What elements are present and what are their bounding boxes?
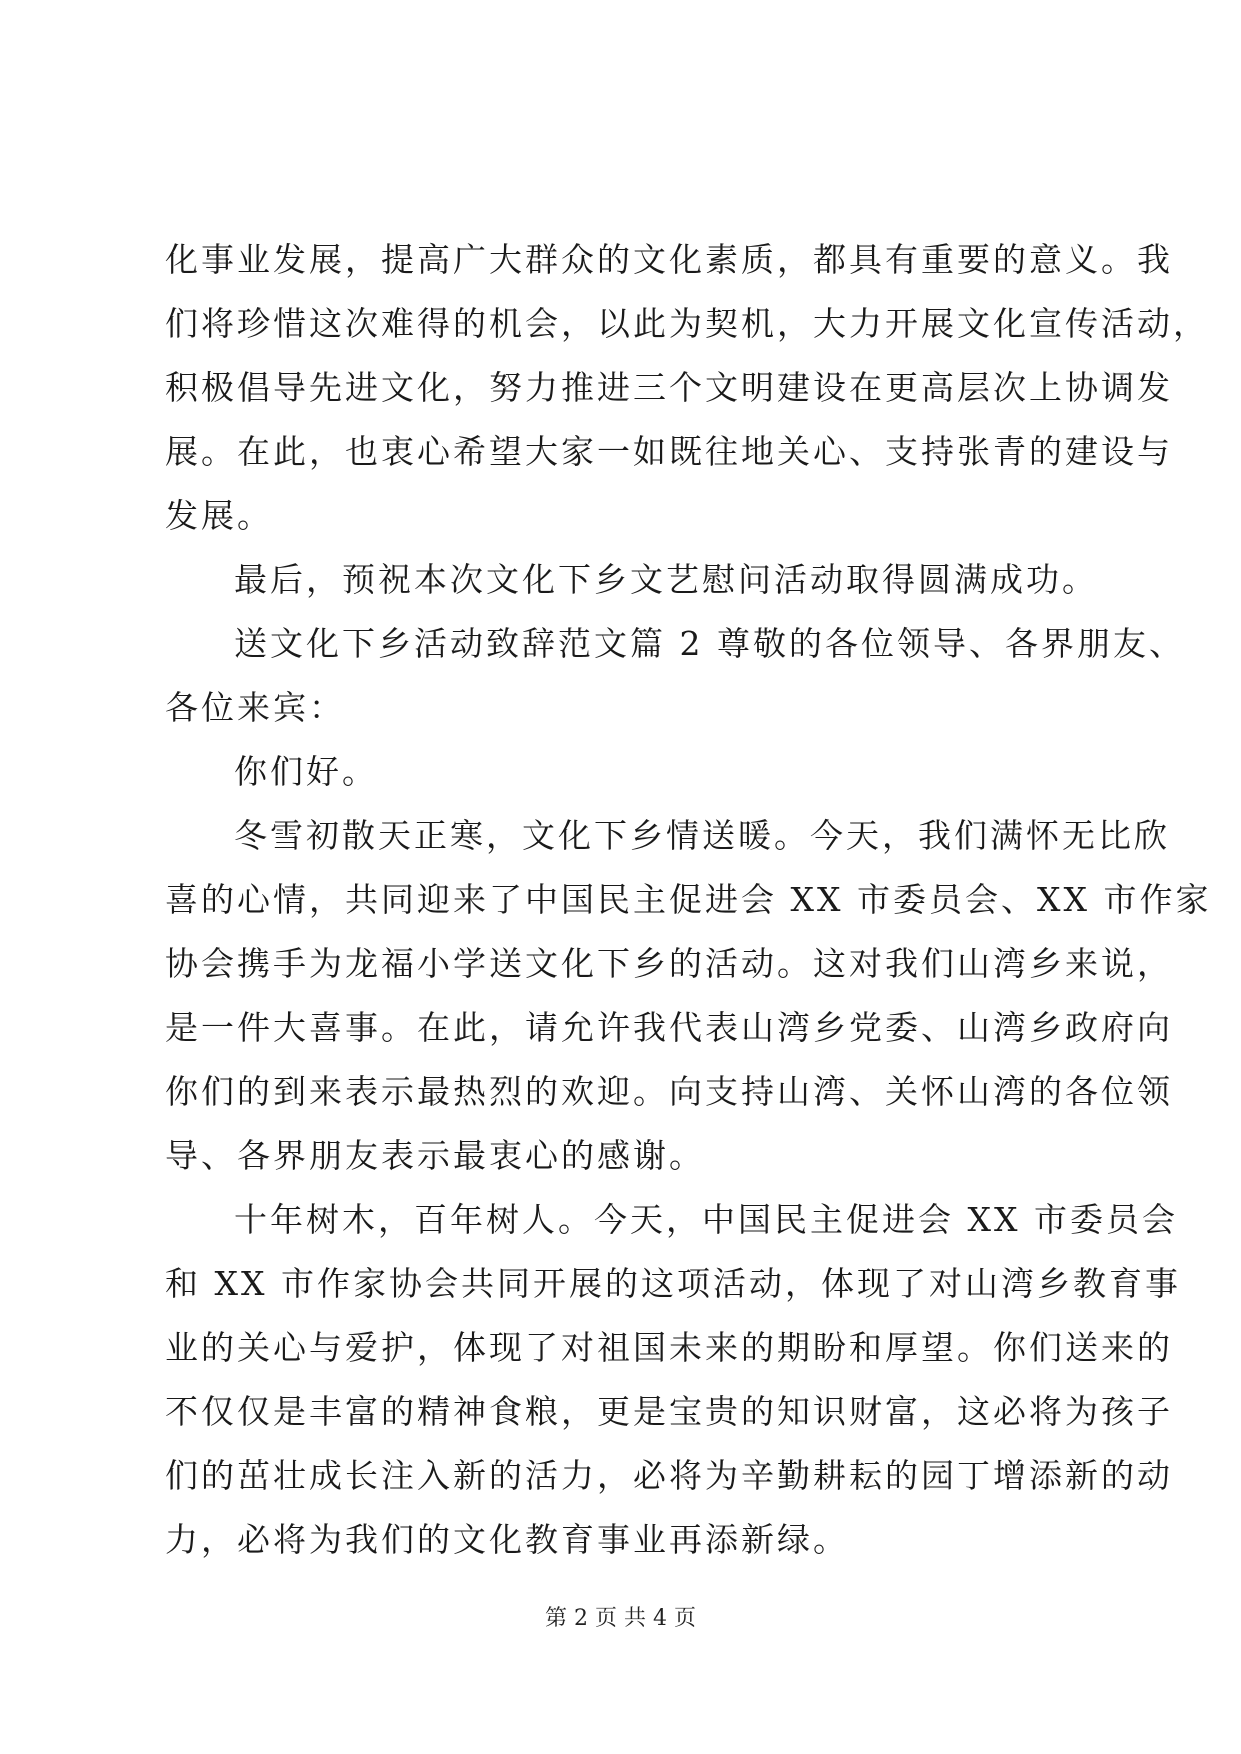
text-line: 展。在此，也衷心希望大家一如既往地关心、支持张青的建设与 bbox=[165, 432, 1173, 471]
text-line: 和 XX 市作家协会共同开展的这项活动，体现了对山湾乡教育事 bbox=[165, 1264, 1181, 1303]
text-line: 送文化下乡活动致辞范文篇 2 尊敬的各位领导、各界朋友、 bbox=[234, 624, 1185, 663]
text-line: 协会携手为龙福小学送文化下乡的活动。这对我们山湾乡来说， bbox=[165, 944, 1173, 983]
text-line: 们的茁壮成长注入新的活力，必将为辛勤耕耘的园丁增添新的动 bbox=[165, 1456, 1173, 1495]
text-line: 各位来宾： bbox=[165, 688, 345, 727]
text-line: 业的关心与爱护，体现了对祖国未来的期盼和厚望。你们送来的 bbox=[165, 1328, 1173, 1367]
text-line: 你们好。 bbox=[234, 752, 378, 791]
text-line: 是一件大喜事。在此，请允许我代表山湾乡党委、山湾乡政府向 bbox=[165, 1008, 1173, 1047]
text-line: 不仅仅是丰富的精神食粮，更是宝贵的知识财富，这必将为孩子 bbox=[165, 1392, 1173, 1431]
page-number-footer: 第 2 页 共 4 页 bbox=[545, 1606, 696, 1631]
text-line: 你们的到来表示最热烈的欢迎。向支持山湾、关怀山湾的各位领 bbox=[165, 1072, 1173, 1111]
text-line: 十年树木，百年树人。今天，中国民主促进会 XX 市委员会 bbox=[234, 1200, 1178, 1239]
text-line: 喜的心情，共同迎来了中国民主促进会 XX 市委员会、XX 市作家 bbox=[165, 880, 1212, 919]
text-line: 化事业发展，提高广大群众的文化素质，都具有重要的意义。我 bbox=[165, 240, 1173, 279]
text-line: 们将珍惜这次难得的机会，以此为契机，大力开展文化宣传活动， bbox=[165, 304, 1209, 343]
text-line: 导、各界朋友表示最衷心的感谢。 bbox=[165, 1136, 705, 1175]
document-body bbox=[165, 228, 1212, 1572]
text-line: 最后，预祝本次文化下乡文艺慰问活动取得圆满成功。 bbox=[234, 560, 1098, 599]
text-line: 冬雪初散天正寒，文化下乡情送暖。今天，我们满怀无比欣 bbox=[234, 816, 1170, 855]
text-line: 发展。 bbox=[165, 496, 273, 535]
text-line: 积极倡导先进文化，努力推进三个文明建设在更高层次上协调发 bbox=[165, 368, 1173, 407]
text-line: 力，必将为我们的文化教育事业再添新绿。 bbox=[165, 1520, 849, 1559]
